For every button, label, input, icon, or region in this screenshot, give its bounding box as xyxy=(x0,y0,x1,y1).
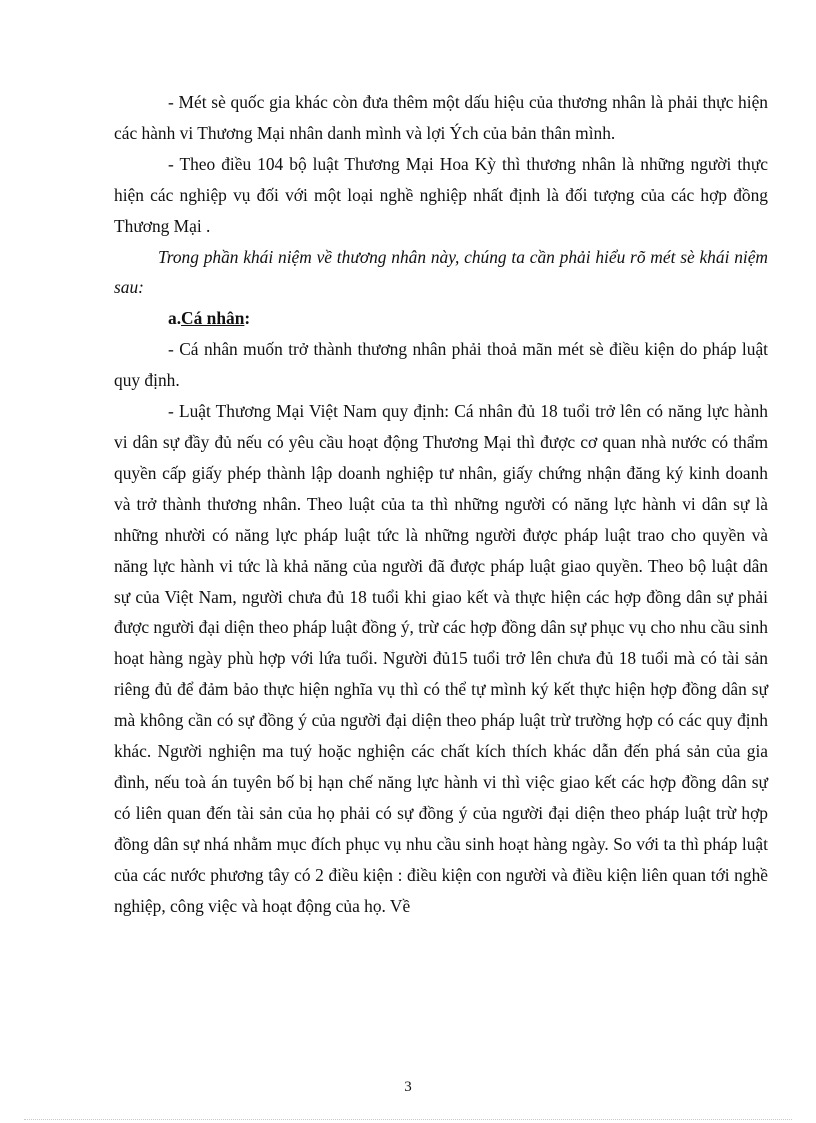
heading-title: Cá nhân xyxy=(181,308,245,329)
body-text xyxy=(114,87,768,921)
page-bottom-divider xyxy=(24,1119,792,1120)
page-number: 3 xyxy=(404,1079,412,1095)
paragraph-other-countries: - Mét sè quốc gia khác còn đưa thêm một dấu hiệu của thương nhân là phải thực hiện các hành vi Thương Mại nhân danh mình và lợi Ých của bản thân mình. xyxy=(114,92,768,143)
section-heading-individual xyxy=(114,303,768,334)
paragraph-us-commercial-code: - Theo điều 104 bộ luật Thương Mại Hoa Kỳ thì thương nhân là những người thực hiện các nghiệp vụ đối với một loại nghề nghiệp nhất định là đối tượng của các hợp đồng Thương Mại . xyxy=(114,153,768,236)
heading-suffix: : xyxy=(244,308,251,329)
heading-prefix: a. xyxy=(168,308,182,329)
paragraph-concepts-intro: Trong phần khái niệm về thương nhân này, chúng ta cần phải hiểu rõ mét sè khái niệm sau: xyxy=(114,246,768,298)
paragraph-vietnam-law: - Luật Thương Mại Việt Nam quy định: Cá nhân đủ 18 tuổi trở lên có năng lực hành vi dân sự đầy đủ nếu có yêu cầu hoạt động Thương Mại thì được cơ quan nhà nước có thẩm quyền cấp giấy phép thành lập doanh nghiệp tư nhân, giấy chứng nhận đăng ký kinh doanh và trở thành thương nhân. Theo luật của ta thì những người có năng lực hành vi dân sự là những nhười có năng lực pháp luật tức là những người được pháp luật trao cho quyền và năng lực hành vi tức là khả năng của người đã được pháp luật giao quyền. Theo bộ luật dân sự của Việt Nam, người chưa đủ 18 tuổi khi giao kết và thực hiện các hợp đồng dân sự phải được người đại diện theo pháp luật đồng ý, trừ các hợp đồng dân sự phục vụ cho nhu cầu sinh hoạt hàng ngày phù hợp với lứa tuổi. Người đủ15 tuổi trở lên chưa đủ 18 tuổi mà có tài sản riêng đủ để đảm bảo thực hiện nghĩa vụ thì có thể tự mình ký kết thực hiện hợp đồng dân sự mà không cần có sự đồng ý của người đại diện theo pháp luật trừ trường hợp có các quy định khác. Người nghiện ma tuý hoặc nghiện các chất kích thích khác dẫn đến phá sản của gia đình, nếu toà án tuyên bố bị hạn chế năng lực hành vi thì việc giao kết các hợp đồng dân sự có liên quan đến tài sản của họ phải có sự đồng ý của người đại diện theo pháp luật trừ hợp đồng dân sự nhá nhằm mục đích phục vụ nhu cầu sinh hoạt hàng ngày. So với ta thì pháp luật của các nước phương tây có 2 điều kiện : điều kiện con người và điều kiện liên quan tới nghề nghiệp, công việc và hoạt động của họ. Về xyxy=(114,401,768,916)
paragraph-individual-conditions: - Cá nhân muốn trở thành thương nhân phải thoả mãn mét sè điều kiện do pháp luật quy định. xyxy=(114,339,768,391)
